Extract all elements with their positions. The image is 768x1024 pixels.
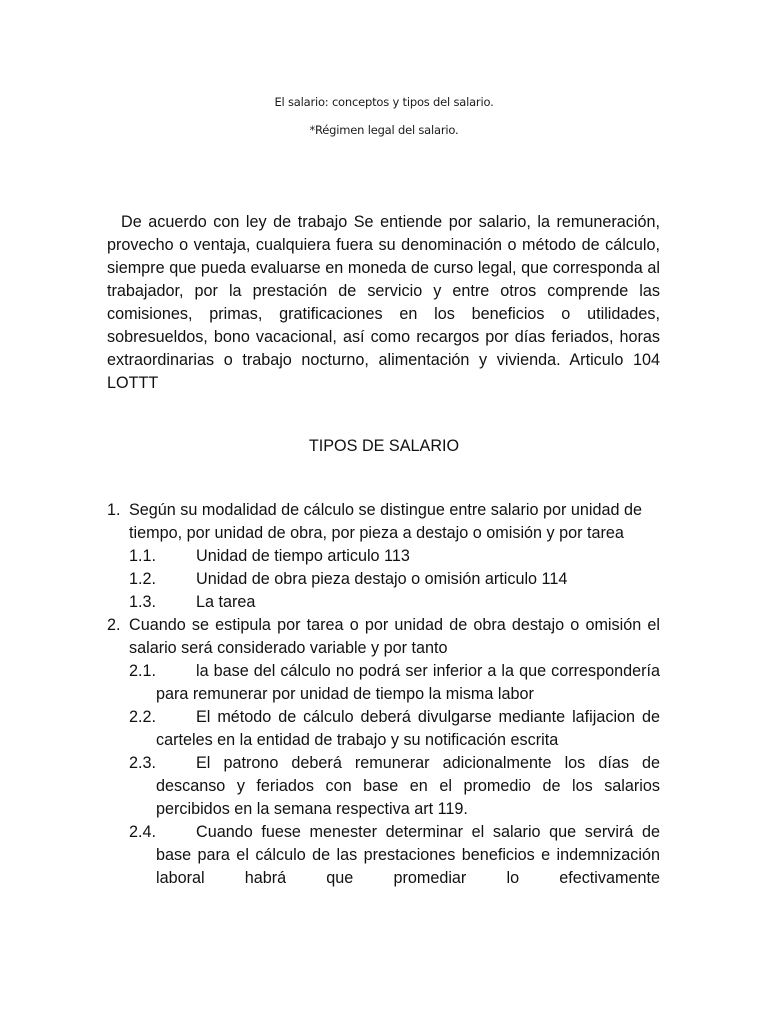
sub-item-body: Cuando fuese menester determinar el salario que servirá de base para el cálculo de las prestaciones beneficios e indemnización laboral habrá que promediar lo efectivamente <box>156 823 660 887</box>
sub-item-number: 2.2. <box>129 708 157 726</box>
intro-text: De acuerdo con ley de trabajo Se entiende por salario, la remuneración, provecho o ventaja, cualquiera fuera su denominación o método de cálculo, siempre que pueda evaluarse en moneda de curso legal, que corresponda al trabajador, por la prestación de servicio y entre otros comprende las comisiones, primas, gratificaciones en los beneficios o utilidades, sobresueldos, bono vacacional, así como recargos por días feriados, horas extraordinarias o trabajo nocturno, alimentación y vivienda. Articulo 104 LOTTT <box>107 213 660 392</box>
list-item-text: Cuando se estipula por tarea o por unidad de obra destajo o omisión el salario será considerado variable y por tanto <box>129 616 660 657</box>
sub-item-number: 1.1. <box>129 547 157 565</box>
sub-list-item <box>107 660 660 706</box>
document-title: El salario: conceptos y tipos del salario. <box>274 95 494 109</box>
sub-item-number: 2.1. <box>129 662 157 680</box>
sub-item-text <box>156 660 660 706</box>
sub-item-body: El patrono deberá remunerar adicionalmente los días de descanso y feriados con base en el promedio de los salarios percibidos en la semana respectiva art 119. <box>156 754 660 818</box>
section-heading: TIPOS DE SALARIO <box>308 437 460 455</box>
sub-item-text: Unidad de tiempo articulo 113 <box>196 547 410 565</box>
list-item-text: Según su modalidad de cálculo se distingue entre salario por unidad de tiempo, por unidad de obra, por pieza a destajo o omisión y por tarea <box>129 501 642 542</box>
sub-list-item <box>107 591 660 614</box>
document-subtitle: *Régimen legal del salario. <box>309 123 459 137</box>
sub-item-text: Unidad de obra pieza destajo o omisión articulo 114 <box>196 570 568 588</box>
sub-list-item <box>107 821 660 890</box>
list-item-number: 2. <box>107 616 121 634</box>
sub-list-item <box>107 752 660 821</box>
sub-item-number: 1.2. <box>129 570 157 588</box>
sub-item-text: La tarea <box>196 593 256 611</box>
sub-item-number: 2.3. <box>129 754 157 772</box>
sub-list-item <box>107 706 660 752</box>
sub-item-number: 1.3. <box>129 593 157 611</box>
list-item <box>107 499 660 545</box>
sub-item-body: la base del cálculo no podrá ser inferior a la que correspondería para remunerar por unidad de tiempo la misma labor <box>156 662 660 703</box>
list-item <box>107 614 660 660</box>
sub-list-item <box>107 568 660 591</box>
intro-paragraph <box>107 211 660 395</box>
sub-item-number: 2.4. <box>129 823 157 841</box>
sub-item-text <box>156 706 660 752</box>
salary-types-list <box>107 499 660 890</box>
list-item-number: 1. <box>107 501 121 519</box>
sub-item-body: El método de cálculo deberá divulgarse mediante lafijacion de carteles en la entidad de trabajo y su notificación escrita <box>156 708 660 749</box>
sub-item-text <box>156 752 660 821</box>
sub-item-text <box>156 821 660 890</box>
sub-list-item <box>107 545 660 568</box>
